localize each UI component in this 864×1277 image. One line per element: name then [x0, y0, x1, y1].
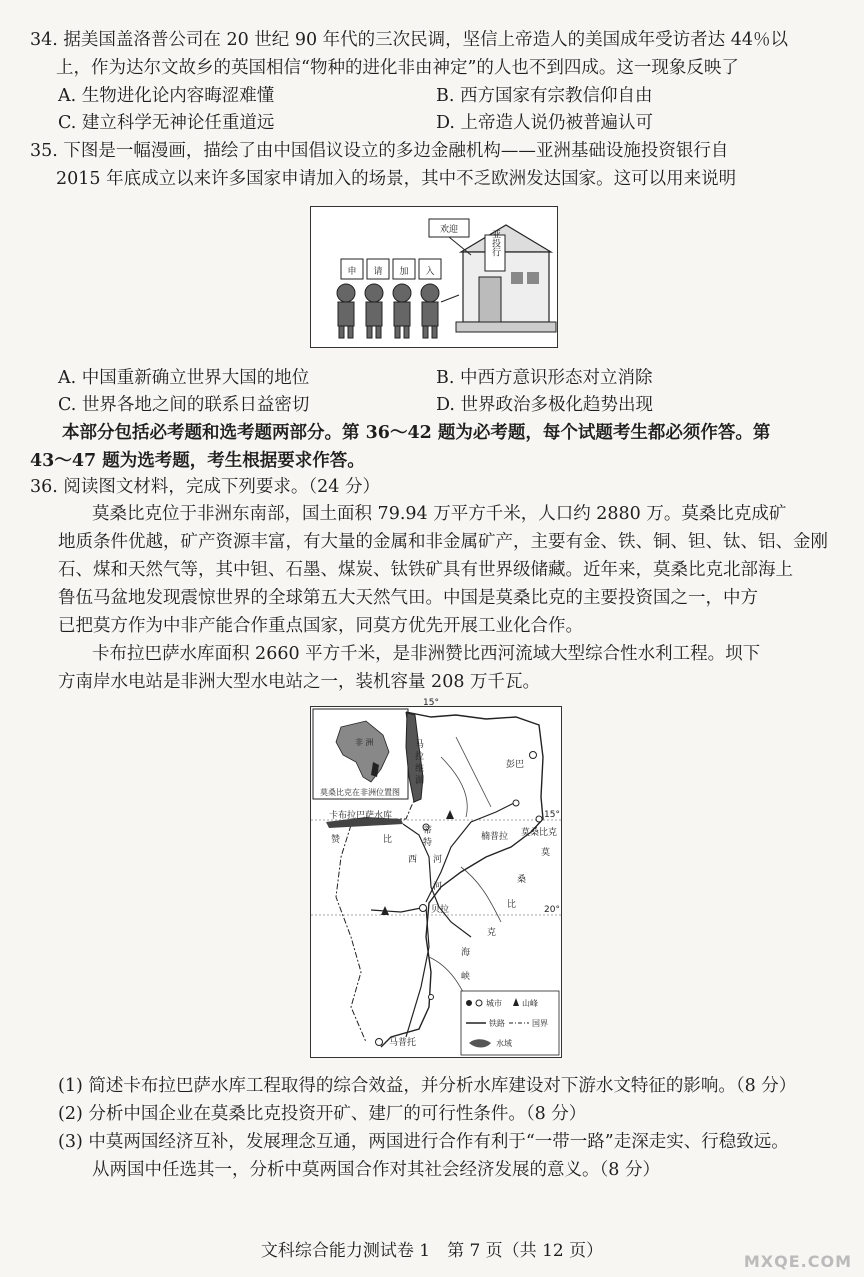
legend-peak: 山峰: [522, 999, 538, 1008]
tete-label-2: 特: [423, 838, 433, 848]
lake-malawi-label-2: 拉: [415, 752, 425, 762]
zambezi-label-4: 河: [433, 855, 443, 865]
railway-south: [406, 907, 429, 1037]
q36-sub2: (2) 分析中国企业在莫桑比克投资开矿、建厂的可行性条件。（8 分）: [58, 1104, 587, 1124]
inset-africa-label: 非 洲: [355, 738, 374, 747]
q35-line2: 2015 年底成立以来许多国家申请加入的场景，其中不乏欧洲发达国家。这可以用来说明: [56, 169, 737, 189]
africa-inset: [313, 709, 408, 799]
reservoir-label: 卡布拉巴萨水库: [329, 811, 393, 821]
channel-label-2: 峡: [461, 972, 471, 982]
q36-sub3-line2: 从两国中任选其一，分析中莫两国合作对其社会经济发展的意义。（8 分）: [92, 1160, 660, 1180]
q34-line2: 上，作为达尔文故乡的英国相信“物种的进化非由神定”的人也不到四成。这一现象反映了: [56, 58, 739, 78]
map-drawing: [311, 698, 561, 1057]
zambezi-label-1: 赞: [331, 835, 341, 845]
q35-option-c: C. 世界各地之间的联系日益密切: [58, 395, 310, 415]
mozambique-map: [310, 698, 562, 1058]
mozambique-city-label: 莫桑比克: [521, 828, 558, 838]
beira-label: 贝拉: [431, 905, 450, 915]
zambezi-label-5: 河: [433, 882, 443, 892]
q36-sub3-line1: (3) 中莫两国经济互补，发展理念互通，两国进行合作有利于“一带一路”走深走实、行稳致远。: [58, 1132, 789, 1152]
cartoon-drawing: [311, 207, 557, 347]
q35-option-b: B. 中西方意识形态对立消除: [436, 368, 653, 388]
banner-char-4: 入: [425, 267, 435, 277]
zambezi-label-2: 比: [383, 835, 393, 845]
applicant-figures: [337, 284, 439, 338]
maputo-marker: [376, 1039, 383, 1046]
page-footer: 文科综合能力测试卷 1 第 7 页（共 12 页）: [260, 1241, 604, 1261]
maputo-label: 马普托: [389, 1038, 417, 1048]
q36-p1-line5: 已把莫方作为中非产能合作重点国家，同莫方优先开展工业化合作。: [58, 616, 583, 636]
q36-intro: 36. 阅读图文材料，完成下列要求。（24 分）: [30, 477, 380, 497]
q34-option-b: B. 西方国家有宗教信仰自由: [436, 86, 653, 106]
lake-malawi-label-3: 维: [415, 764, 425, 774]
building-sign-text: 亚投行: [490, 229, 500, 257]
lake-malawi-label-1: 马: [415, 740, 425, 750]
nampula-label: 楠普拉: [481, 832, 509, 842]
pemba-marker: [530, 752, 537, 759]
section-instructions-line2: 43～47 题为选考题，考生根据要求作答。: [30, 451, 365, 471]
q34-option-d: D. 上帝造人说仍被普遍认可: [436, 113, 654, 133]
q35-option-d: D. 世界政治多极化趋势出现: [436, 395, 654, 415]
banner-char-3: 加: [399, 267, 409, 277]
legend-border: 国界: [532, 1019, 548, 1028]
cartoon-figure: [310, 206, 558, 348]
aiib-building: [456, 225, 556, 332]
q36-p1-line1: 莫桑比克位于非洲东南部，国土面积 79.94 万平方千米，人口约 2880 万。莫桑比克成矿: [92, 504, 787, 524]
lat-15-label: 15°: [544, 810, 560, 820]
pemba-label: 彭巴: [506, 760, 525, 770]
q36-p1-line2: 地质条件优越，矿产资源丰富，有大量的金属和非金属矿产，主要有金、铁、铜、钽、钛、铝、金刚: [58, 532, 828, 552]
lake-malawi-label-4: 湖: [415, 776, 425, 786]
country-label-2: 桑: [517, 875, 527, 885]
section-instructions-line1: 本部分包括必考题和选考题两部分。第 36～42 题为必考题，每个试题考生都必须作答。第: [62, 423, 771, 443]
banner-char-1: 申: [347, 267, 357, 277]
q36-p2-line1: 卡布拉巴萨水库面积 2660 平方千米，是非洲赞比西河流域大型综合性水利工程。坝下: [92, 644, 761, 664]
legend-rail: 铁路: [489, 1019, 505, 1028]
inset-caption: 莫桑比克在非洲位置图: [320, 788, 400, 797]
q34-option-a: A. 生物进化论内容晦涩难懂: [58, 86, 275, 106]
country-label-1: 莫: [541, 848, 551, 858]
legend-city: 城市: [486, 999, 502, 1008]
lon-top-label: 15°: [423, 698, 439, 708]
q34-option-c: C. 建立科学无神论任重道远: [58, 113, 275, 133]
apply-banner: [341, 259, 441, 279]
beira-marker: [420, 905, 427, 912]
q36-p1-line3: 石、煤和天然气等，其中钽、石墨、煤炭、钛铁矿具有世界级储藏。近年来，莫桑比克北部海上: [58, 560, 793, 580]
country-label-3: 比: [507, 900, 517, 910]
q36-p2-line2: 方南岸水电站是非洲大型水电站之一，装机容量 208 万千瓦。: [58, 672, 541, 692]
zambezi-label-3: 西: [408, 855, 418, 865]
nampula-marker: [513, 800, 519, 806]
lat-20-label: 20°: [544, 905, 560, 915]
legend-water: 水域: [496, 1039, 512, 1048]
q35-line1: 35. 下图是一幅漫画，描绘了由中国倡议设立的多边金融机构——亚洲基础设施投资银行自: [30, 141, 729, 161]
channel-label-1: 海: [461, 948, 471, 958]
mozambique-city-marker: [536, 816, 542, 822]
map-legend: [461, 991, 559, 1055]
banner-char-2: 请: [373, 267, 383, 277]
peak-marker-north: [446, 810, 454, 819]
q36-p1-line4: 鲁伍马盆地发现震惊世界的全球第五大天然气田。中国是莫桑比克的主要投资国之一，中方: [58, 588, 758, 608]
q35-option-a: A. 中国重新确立世界大国的地位: [58, 368, 310, 388]
railway-beira-west: [371, 907, 426, 912]
watermark: MXQE.COM: [743, 1252, 852, 1271]
tete-label-1: 蒂: [423, 826, 433, 836]
q36-sub1: (1) 简述卡布拉巴萨水库工程取得的综合效益，并分析水库建设对下游水文特征的影响。（8 分）: [58, 1076, 797, 1096]
q34-line1: 34. 据美国盖洛普公司在 20 世纪 90 年代的三次民调，坚信上帝造人的美国成年受访者达 44％以: [30, 30, 789, 50]
welcome-sign-text: 欢迎: [439, 225, 459, 235]
country-label-4: 克: [487, 928, 497, 938]
